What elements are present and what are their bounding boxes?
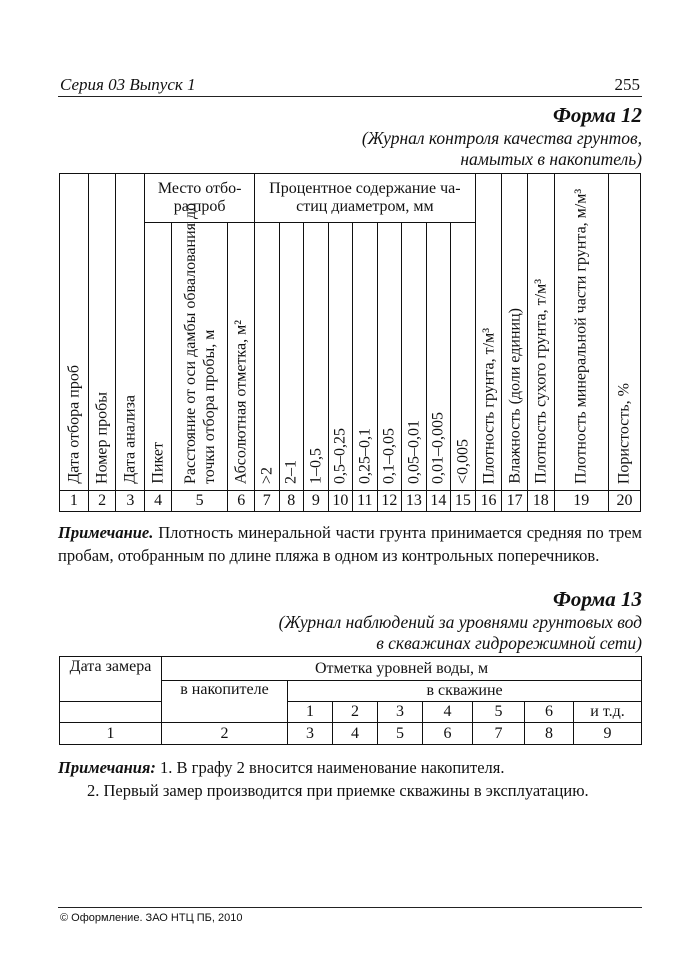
col-frac-2-1: 2–1 [279,223,304,491]
col-water-level: Отметка уровней воды, м [162,657,642,681]
num-cell: 1 [60,723,162,745]
col-frac-lt0005: <0,005 [451,223,476,491]
col-moisture: Влажность (доли единиц) [502,174,528,491]
num-cell: 17 [502,491,528,512]
form12-note [58,521,642,567]
notes-label: Примечания: [58,758,156,777]
num-cell: 8 [525,723,574,745]
page-number: 255 [614,75,640,94]
group-sampling-place: Место отбо-ра проб [145,174,255,223]
col-frac-1-05: 1–0,5 [304,223,329,491]
num-cell: 5 [378,723,423,745]
num-cell: 2 [162,723,288,745]
note-text: Плотность минеральной части грунта принимается средняя по трем пробам, отобранным по длине пляжа в одном из контрольных поперечников. [58,523,642,565]
well-number: 3 [378,702,423,723]
col-frac-05-025: 0,5–0,25 [328,223,353,491]
page-header [58,74,642,97]
col-measure-date: Дата замера [60,657,162,702]
form13-note-2: 2. Первый замер производится при приемке скважины в эксплуатацию. [87,781,589,800]
col-dry-density: Плотность сухого грунта, т/м³ [527,174,554,491]
well-number: и т.д. [574,702,642,723]
col-porosity: Пористость, % [608,174,640,491]
col-distance: Расстояние от оси дамбы обвалования до точки отбора пробы, м [171,223,227,491]
form12-subtitle-2: намытых в накопитель) [460,149,642,169]
form13-subtitle-2: в скважинах гидрорежимной сети) [376,633,642,653]
col-picket: Пикет [145,223,172,491]
empty-cell [60,702,162,723]
num-cell: 7 [255,491,280,512]
num-cell: 16 [475,491,502,512]
form12-number-row [60,491,641,512]
num-cell: 12 [377,491,402,512]
series-label: Серия 03 Выпуск 1 [60,75,196,94]
num-cell: 14 [426,491,451,512]
num-cell: 6 [423,723,473,745]
num-cell: 5 [171,491,227,512]
col-date-sampling: Дата отбора проб [60,174,89,491]
form12-title: Форма 12 [553,103,642,127]
form13-table [59,656,642,745]
col-well: в скважине [288,681,642,702]
col-reservoir: в накопителе [162,681,288,723]
well-number: 6 [525,702,574,723]
form12-table [59,173,641,512]
num-cell: 8 [279,491,304,512]
form13-number-row [60,723,642,745]
num-cell: 9 [304,491,329,512]
note-label: Примечание. [58,523,154,542]
num-cell: 2 [88,491,116,512]
num-cell: 7 [473,723,525,745]
col-abs-elevation: Абсолютная отметка, м² [228,223,255,491]
num-cell: 3 [116,491,145,512]
col-frac-025-01: 0,25–0,1 [353,223,378,491]
num-cell: 10 [328,491,353,512]
well-number: 2 [333,702,378,723]
footer-divider [58,907,642,908]
col-soil-density: Плотность грунта, т/м³ [475,174,502,491]
form13-subtitle-1: (Журнал наблюдений за уровнями грунтовых вод [278,612,642,632]
well-number: 5 [473,702,525,723]
col-frac-gt2: >2 [255,223,280,491]
num-cell: 4 [333,723,378,745]
col-frac-005-001: 0,05–0,01 [402,223,427,491]
num-cell: 15 [451,491,476,512]
col-sample-number: Номер пробы [88,174,116,491]
num-cell: 11 [353,491,378,512]
note-1-text: 1. В графу 2 вносится наименование накопителя. [155,758,505,777]
num-cell: 3 [288,723,333,745]
num-cell: 9 [574,723,642,745]
well-number: 1 [288,702,333,723]
form13-note-1 [58,756,642,779]
form13-title: Форма 13 [553,587,642,611]
col-mineral-density: Плотность минеральной части грунта, м/м³ [554,174,608,491]
num-cell: 4 [145,491,172,512]
num-cell: 6 [228,491,255,512]
num-cell: 1 [60,491,89,512]
num-cell: 19 [554,491,608,512]
num-cell: 18 [527,491,554,512]
col-frac-001-0005: 0,01–0,005 [426,223,451,491]
num-cell: 20 [608,491,640,512]
footer-copyright: © Оформление. ЗАО НТЦ ПБ, 2010 [60,912,243,924]
col-analysis-date: Дата анализа [116,174,145,491]
group-particle-percent: Процентное содержание ча-стиц диаметром, мм [255,174,476,223]
num-cell: 13 [402,491,427,512]
col-frac-01-005: 0,1–0,05 [377,223,402,491]
form12-subtitle-1: (Журнал контроля качества грунтов, [361,128,642,148]
well-number: 4 [423,702,473,723]
